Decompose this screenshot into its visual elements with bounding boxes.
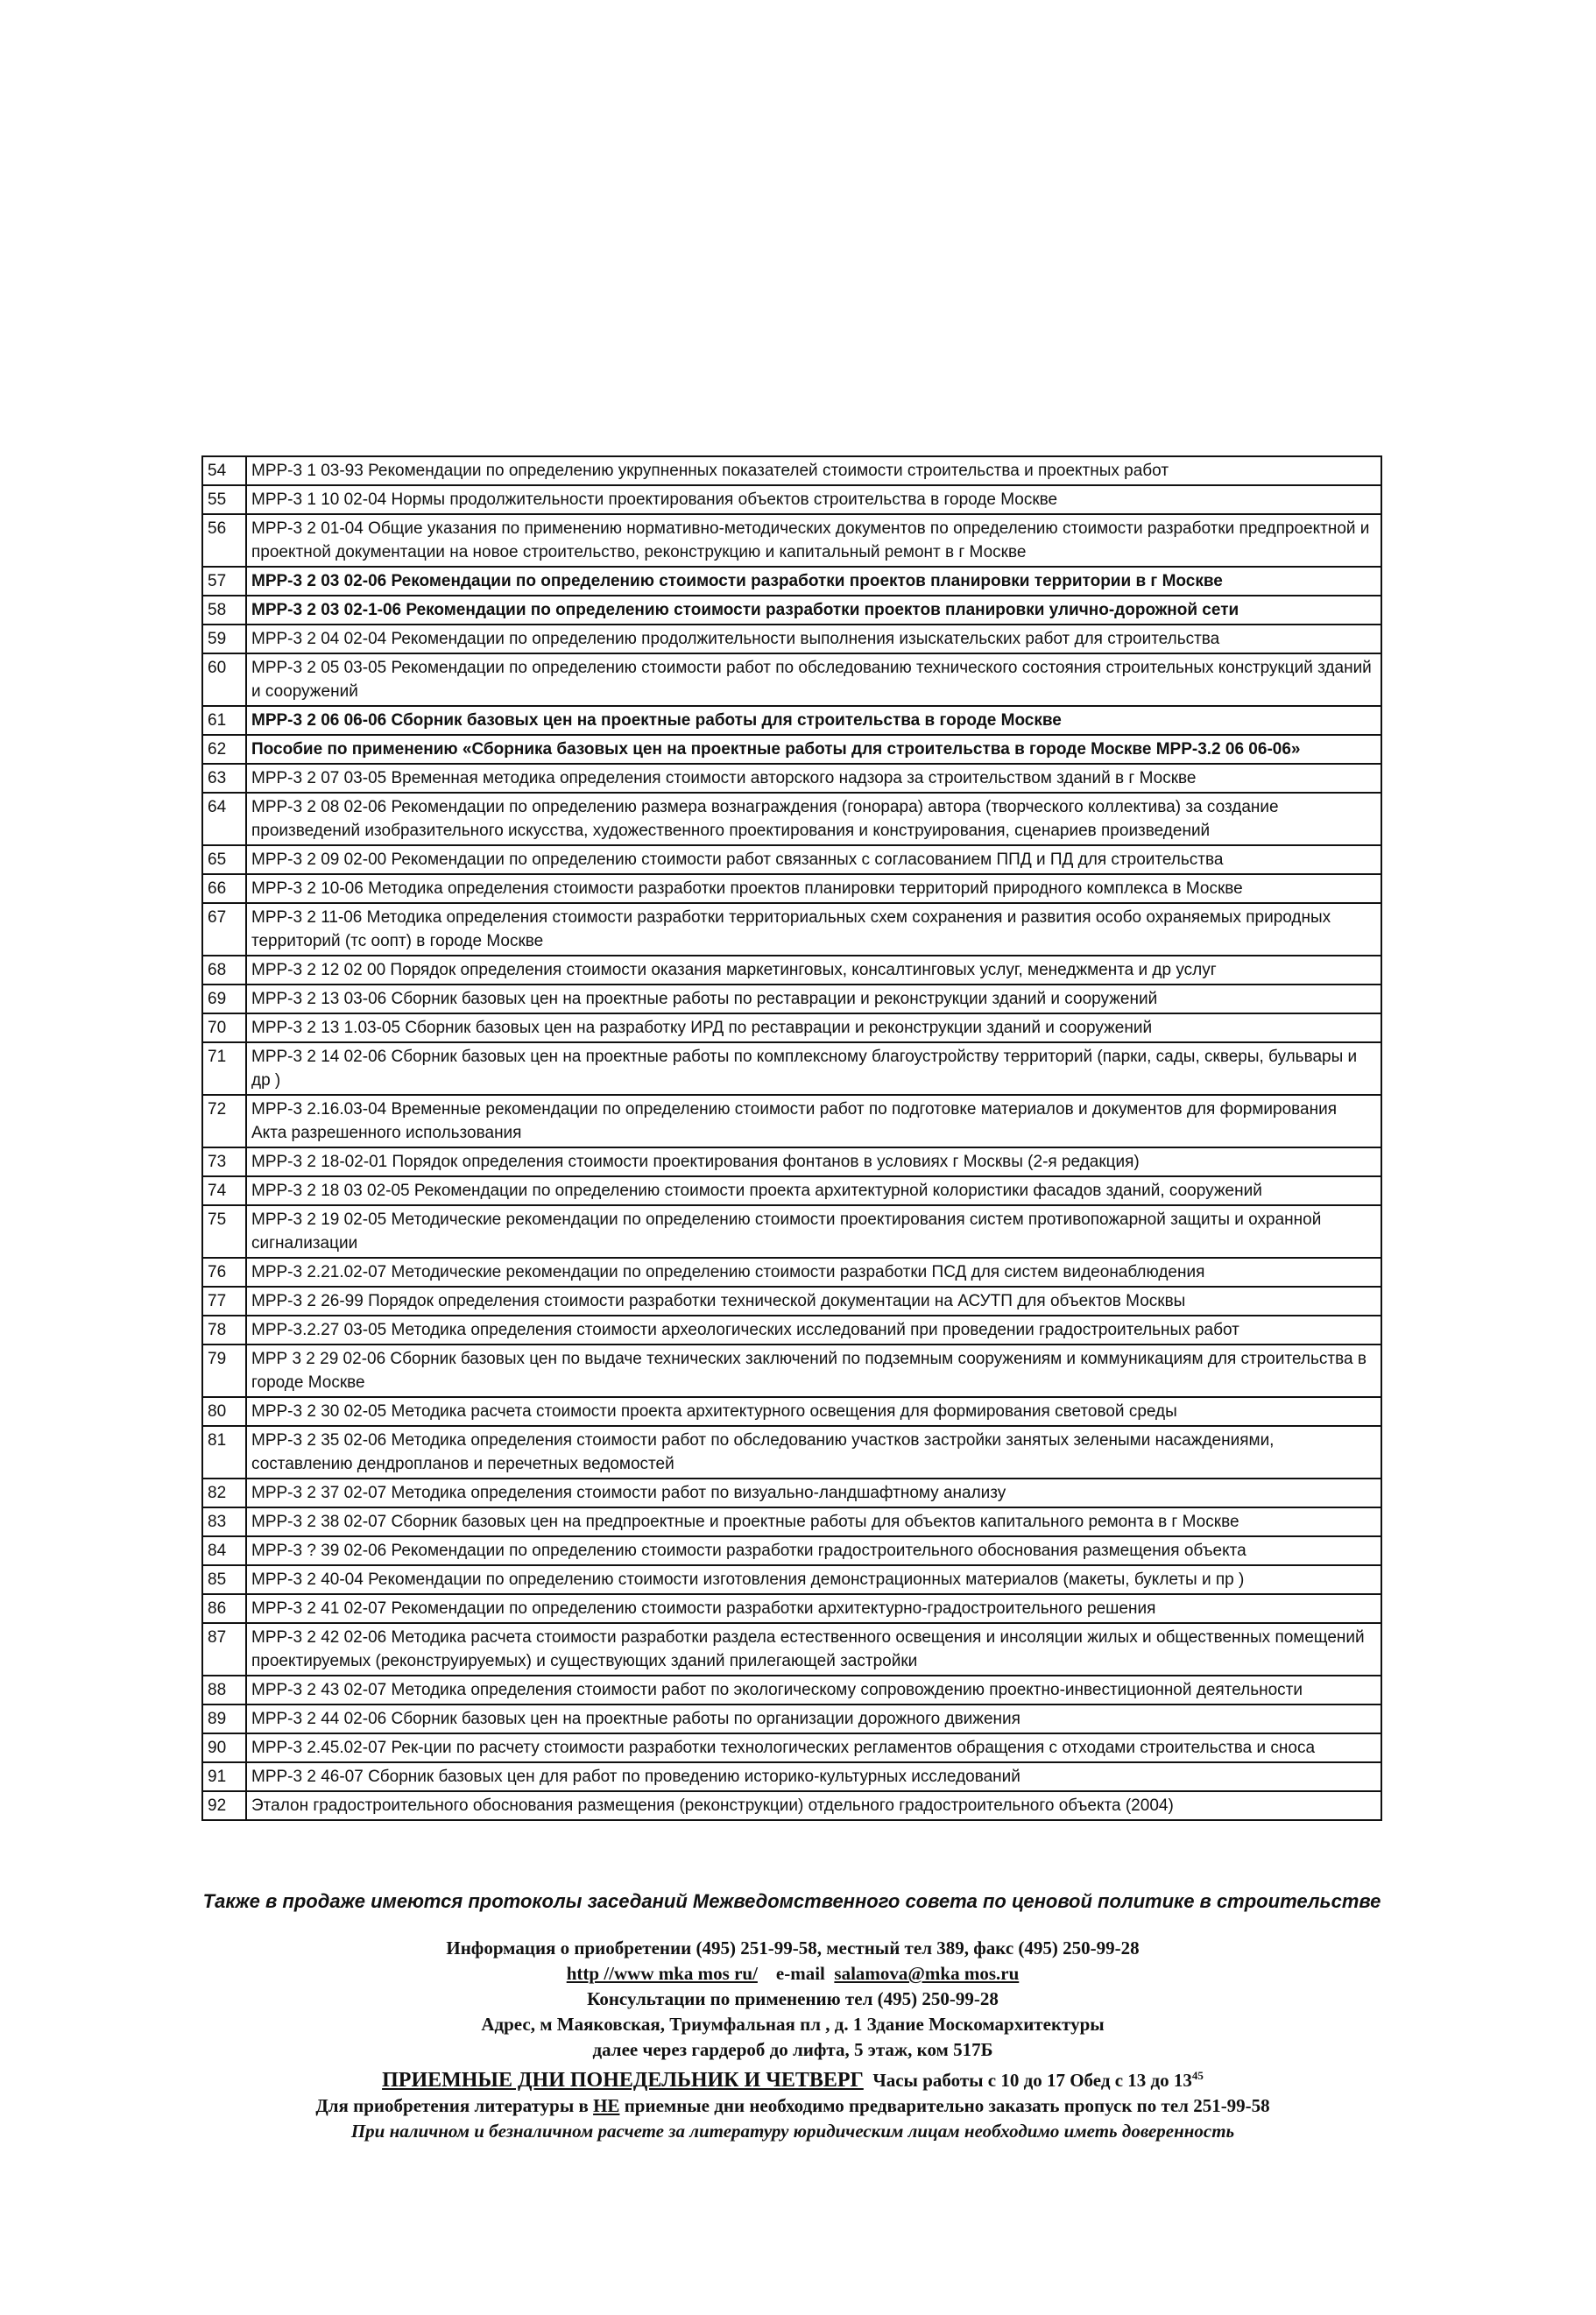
row-title: МРР-3 2 37 02-07 Методика определения стоимости работ по визуально-ландшафтному анализу [246, 1479, 1381, 1507]
row-title: МРР-3 2 12 02 00 Порядок определения стоимости оказания маркетинговых, консалтинговых услуг, менеджмента и др услуг [246, 956, 1381, 985]
row-title: МРР-3 2 03 02-1-06 Рекомендации по определению стоимости разработки проектов планировки улично-дорожной сети [246, 596, 1381, 625]
row-title: МРР-3 2 06 06-06 Сборник базовых цен на проектные работы для строительства в городе Москве [246, 706, 1381, 735]
table-row [202, 764, 1381, 793]
table-row [202, 1594, 1381, 1623]
row-title: МРР-3 2 10-06 Методика определения стоимости разработки проектов планировки территорий природного комплекса в Москве [246, 874, 1381, 903]
table-row [202, 596, 1381, 625]
row-title: МРР-3 2 38 02-07 Сборник базовых цен на предпроектные и проектные работы для объектов капитального ремонта в г Москве [246, 1507, 1381, 1536]
protocols-note: Также в продаже имеются протоколы заседаний Межведомственного совета по ценовой политике в строительстве [202, 1890, 1381, 1912]
table-row [202, 985, 1381, 1013]
row-number: 84 [202, 1536, 246, 1565]
table-row [202, 485, 1381, 514]
row-number: 65 [202, 845, 246, 874]
row-number: 75 [202, 1205, 246, 1258]
reception-days: ПРИЕМНЫЕ ДНИ ПОНЕДЕЛЬНИК И ЧЕТВЕРГ [382, 2069, 864, 2092]
row-number: 79 [202, 1345, 246, 1397]
row-number: 72 [202, 1095, 246, 1147]
table-row [202, 625, 1381, 653]
row-title: МРР-3 2 40-04 Рекомендации по определению стоимости изготовления демонстрационных материалов (макеты, буклеты и пр ) [246, 1565, 1381, 1594]
table-row [202, 1013, 1381, 1042]
row-title: МРР-3 2 19 02-05 Методические рекомендации по определению стоимости проектирования систем противопожарной защиты и охранной сигнализации [246, 1205, 1381, 1258]
row-number: 81 [202, 1426, 246, 1479]
row-title: МРР-3 1 10 02-04 Нормы продолжительности проектирования объектов строительства в городе Москве [246, 485, 1381, 514]
row-number: 70 [202, 1013, 246, 1042]
row-number: 77 [202, 1287, 246, 1316]
publications-table [201, 455, 1382, 1821]
row-title: МРР-3 2.45.02-07 Рек-ции по расчету стоимости разработки технологических регламентов обращения с отходами строительства и сноса [246, 1733, 1381, 1762]
table-row [202, 456, 1381, 485]
table-row [202, 1565, 1381, 1594]
row-title: МРР-3 2 13 1.03-05 Сборник базовых цен на разработку ИРД по реставрации и реконструкции зданий и сооружений [246, 1013, 1381, 1042]
row-number: 78 [202, 1316, 246, 1345]
row-number: 54 [202, 456, 246, 485]
table-row [202, 1258, 1381, 1287]
table-row [202, 1676, 1381, 1704]
row-number: 73 [202, 1147, 246, 1176]
row-number: 85 [202, 1565, 246, 1594]
purchase-info-line: Информация о приобретении (495) 251-99-58, местный тел 389, факс (495) 250-99-28 [446, 1937, 1140, 1959]
row-title: МРР-3 2 11-06 Методика определения стоимости разработки территориальных схем сохранения и развития особо охраняемых природных территорий (тс оопт) в городе Москве [246, 903, 1381, 956]
row-title: МРР-3 2 42 02-06 Методика расчета стоимости разработки раздела естественного освещения и инсоляции жилых и общественных помещений проектируемых (реконструируемых) и существующих зданий прилегающей застройки [246, 1623, 1381, 1676]
row-title: МРР-3 2 35 02-06 Методика определения стоимости работ по обследованию участков застройки занятых зелеными насаждениями, составлению дендропланов и перечетных ведомостей [246, 1426, 1381, 1479]
address-line: Адрес, м Маяковская, Триумфальная пл , д. 1 Здание Москомархитектуры [481, 2014, 1105, 2035]
row-number: 67 [202, 903, 246, 956]
row-title: МРР-3 2 30 02-05 Методика расчета стоимости проекта архитектурного освещения для формирования световой среды [246, 1397, 1381, 1426]
row-number: 59 [202, 625, 246, 653]
row-number: 61 [202, 706, 246, 735]
pass-order-ne: НЕ [593, 2095, 620, 2116]
table-row [202, 903, 1381, 956]
table-row [202, 1316, 1381, 1345]
pass-order-text-b: приемные дни необходимо предварительно заказать пропуск по тел 251-99-58 [624, 2095, 1270, 2116]
table-row [202, 1345, 1381, 1397]
table-row [202, 1507, 1381, 1536]
route-line: далее через гардероб до лифта, 5 этаж, ком 517Б [592, 2039, 993, 2060]
row-title: МРР-3 2 14 02-06 Сборник базовых цен на проектные работы по комплексному благоустройству территорий (парки, сады, скверы, бульвары и др ) [246, 1042, 1381, 1095]
row-title: МРР-3 2 41 02-07 Рекомендации по определению стоимости разработки архитектурно-градостроительного решения [246, 1594, 1381, 1623]
table-row [202, 1426, 1381, 1479]
working-hours: Часы работы с 10 до 17 Обед с 13 до 13 [872, 2070, 1192, 2091]
table-row [202, 1704, 1381, 1733]
table-row [202, 514, 1381, 567]
row-title: МРР-3 2 18-02-01 Порядок определения стоимости проектирования фонтанов в условиях г Москвы (2-я редакция) [246, 1147, 1381, 1176]
row-number: 87 [202, 1623, 246, 1676]
row-number: 74 [202, 1176, 246, 1205]
table-row [202, 1762, 1381, 1791]
row-number: 63 [202, 764, 246, 793]
row-title: МРР-3 2 04 02-04 Рекомендации по определению продолжительности выполнения изыскательских работ для строительства [246, 625, 1381, 653]
web-contacts [184, 1961, 1402, 1987]
row-number: 57 [202, 567, 246, 596]
row-number: 55 [202, 485, 246, 514]
row-title: МРР-3 2 13 03-06 Сборник базовых цен на проектные работы по реставрации и реконструкции зданий и сооружений [246, 985, 1381, 1013]
row-title: МРР-3 2 43 02-07 Методика определения стоимости работ по экологическому сопровождению проектно-инвестиционной деятельности [246, 1676, 1381, 1704]
table-row [202, 874, 1381, 903]
row-number: 89 [202, 1704, 246, 1733]
table-row [202, 1176, 1381, 1205]
table-row [202, 1205, 1381, 1258]
row-number: 64 [202, 793, 246, 845]
row-title: МРР-3 2 09 02-00 Рекомендации по определению стоимости работ связанных с согласованием ППД и ПД для строительства [246, 845, 1381, 874]
row-number: 76 [202, 1258, 246, 1287]
row-title: МРР-3 ? 39 02-06 Рекомендации по определению стоимости разработки градостроительного обоснования размещения объекта [246, 1536, 1381, 1565]
row-number: 80 [202, 1397, 246, 1426]
table-row [202, 1397, 1381, 1426]
row-number: 56 [202, 514, 246, 567]
row-title: МРР-3 2 44 02-06 Сборник базовых цен на проектные работы по организации дорожного движения [246, 1704, 1381, 1733]
table-row [202, 793, 1381, 845]
table-row [202, 1623, 1381, 1676]
table-row [202, 1042, 1381, 1095]
legal-entity-note: При наличном и безналичном расчете за литературу юридическим лицам необходимо иметь доверенность [350, 2121, 1235, 2142]
row-number: 90 [202, 1733, 246, 1762]
row-number: 58 [202, 596, 246, 625]
row-title: МРР-3 2 05 03-05 Рекомендации по определению стоимости работ по обследованию технического состояния строительных конструкций зданий и сооружений [246, 653, 1381, 706]
row-title: МРР-3 1 03-93 Рекомендации по определению укрупненных показателей стоимости строительства и проектных работ [246, 456, 1381, 485]
lunch-end-minutes: 45 [1191, 2069, 1204, 2082]
table-row [202, 1095, 1381, 1147]
row-number: 82 [202, 1479, 246, 1507]
contact-info [184, 1936, 1402, 2144]
table-row [202, 1733, 1381, 1762]
row-title: МРР-3 2.21.02-07 Методические рекомендации по определению стоимости разработки ПСД для систем видеонаблюдения [246, 1258, 1381, 1287]
table-row [202, 653, 1381, 706]
row-title: Эталон градостроительного обоснования размещения (реконструкции) отдельного градостроительного объекта (2004) [246, 1791, 1381, 1820]
table-row [202, 1479, 1381, 1507]
row-number: 83 [202, 1507, 246, 1536]
row-number: 86 [202, 1594, 246, 1623]
row-title: МРР-3 2 18 03 02-05 Рекомендации по определению стоимости проекта архитектурной колористики фасадов зданий, сооружений [246, 1176, 1381, 1205]
table-row [202, 706, 1381, 735]
table-row [202, 1147, 1381, 1176]
table-row [202, 1536, 1381, 1565]
row-title: МРР-3 2 01-04 Общие указания по применению нормативно-методических документов по определению стоимости разработки предпроектной и проектной документации на новое строительство, реконструкцию и капитальный ремонт в г Москве [246, 514, 1381, 567]
row-title: МРР 3 2 29 02-06 Сборник базовых цен по выдаче технических заключений по подземным сооружениям и коммуникациям для строительства в городе Москве [246, 1345, 1381, 1397]
row-number: 92 [202, 1791, 246, 1820]
pass-order-text-a: Для приобретения литературы в [315, 2095, 589, 2116]
row-number: 91 [202, 1762, 246, 1791]
table-row [202, 956, 1381, 985]
publications-table-body [202, 456, 1381, 1820]
row-title: МРР-3.2.27 03-05 Методика определения стоимости археологических исследований при проведении градостроительных работ [246, 1316, 1381, 1345]
row-title: МРР-3 2 26-99 Порядок определения стоимости разработки технической документации на АСУТП для объектов Москвы [246, 1287, 1381, 1316]
row-number: 62 [202, 735, 246, 764]
row-title: Пособие по применению «Сборника базовых цен на проектные работы для строительства в городе Москве МРР-3.2 06 06-06» [246, 735, 1381, 764]
table-row [202, 1791, 1381, 1820]
row-number: 71 [202, 1042, 246, 1095]
row-title: МРР-3 2 03 02-06 Рекомендации по определению стоимости разработки проектов планировки территории в г Москве [246, 567, 1381, 596]
row-number: 68 [202, 956, 246, 985]
reception-line [184, 2063, 1402, 2093]
row-number: 66 [202, 874, 246, 903]
consultation-line: Консультации по применению тел (495) 250-99-28 [587, 1988, 999, 2009]
pass-order-line [184, 2093, 1402, 2119]
row-title: МРР-3 2 07 03-05 Временная методика определения стоимости авторского надзора за строительством зданий в г Москве [246, 764, 1381, 793]
row-title: МРР-3 2 46-07 Сборник базовых цен для работ по проведению историко-культурных исследований [246, 1762, 1381, 1791]
table-row [202, 735, 1381, 764]
website-link[interactable]: http //www mka mos ru/ [566, 1963, 758, 1984]
table-row [202, 845, 1381, 874]
table-row [202, 1287, 1381, 1316]
table-row [202, 567, 1381, 596]
email-label: e-mail [775, 1963, 825, 1984]
row-number: 60 [202, 653, 246, 706]
row-number: 88 [202, 1676, 246, 1704]
row-number: 69 [202, 985, 246, 1013]
row-title: МРР-3 2 08 02-06 Рекомендации по определению размера вознаграждения (гонорара) автора (творческого коллектива) за создание произведений изобразительного искусства, художественного проектирования и конструирования, сценариев произведений [246, 793, 1381, 845]
email-link[interactable]: salamova@mka mos.ru [834, 1963, 1020, 1984]
row-title: МРР-3 2.16.03-04 Временные рекомендации по определению стоимости работ по подготовке материалов и документов для формирования Акта разрешенного использования [246, 1095, 1381, 1147]
